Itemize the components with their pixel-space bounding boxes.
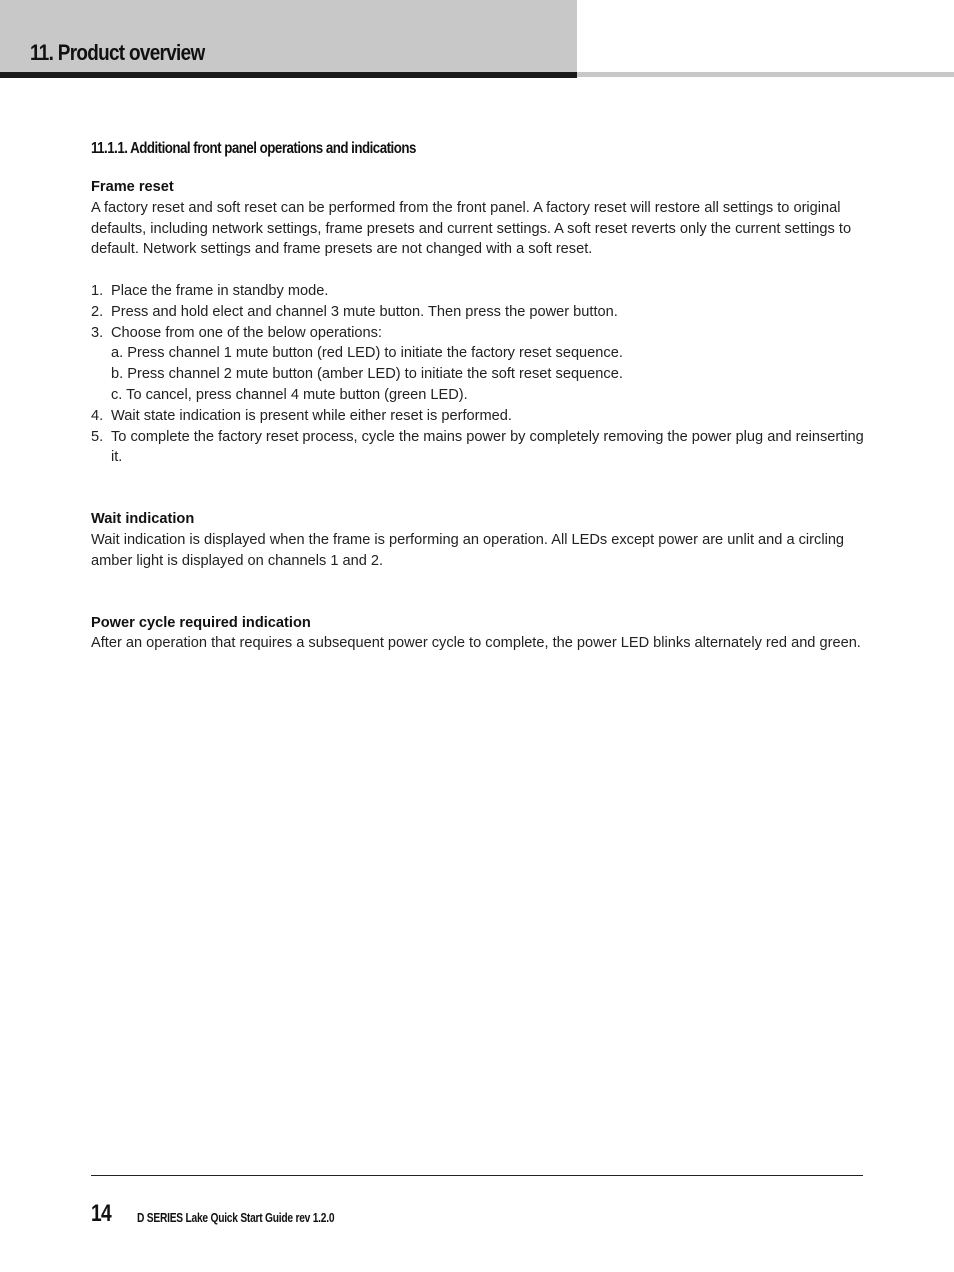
- step-text: Place the frame in standby mode.: [111, 282, 329, 299]
- chapter-title: 11. Product overview: [30, 40, 205, 65]
- wait-indication-heading: Wait indication: [91, 511, 195, 528]
- substep-item: a. Press channel 1 mute button (red LED) to initiate the factory reset sequence.: [111, 345, 623, 362]
- step-item: [91, 406, 866, 427]
- step-number: 4.: [91, 407, 104, 424]
- frame-reset-steps: [91, 281, 866, 468]
- footer-document-title: D SERIES Lake Quick Start Guide rev 1.2.0: [137, 1211, 335, 1225]
- step-number: 1.: [91, 282, 104, 299]
- step-item: [91, 281, 866, 302]
- section-spacer: [91, 572, 866, 613]
- substep-item: b. Press channel 2 mute button (amber LED) to initiate the soft reset sequence.: [111, 366, 623, 383]
- power-cycle-body: After an operation that requires a subsequent power cycle to complete, the power LED blinks alternately red and green.: [91, 635, 861, 652]
- frame-reset-body: A factory reset and soft reset can be performed from the front panel. A factory reset will restore all settings to original defaults, including network settings, frame presets and current settings. A soft reset reverts only the current settings to default. Network settings and frame presets are not changed with a soft reset.: [91, 199, 852, 258]
- frame-reset-heading: Frame reset: [91, 179, 174, 195]
- wait-indication-body: Wait indication is displayed when the frame is performing an operation. All LEDs except power are unlit and a circling amber light is displayed on channels 1 and 2.: [91, 531, 845, 569]
- page-number: 14: [91, 1200, 112, 1227]
- step-text: Press and hold elect and channel 3 mute button. Then press the power button.: [111, 303, 618, 320]
- section-spacer: [91, 468, 866, 509]
- substep-item: c. To cancel, press channel 4 mute button (green LED).: [111, 386, 468, 403]
- step-text: To complete the factory reset process, cycle the mains power by completely removing the power plug and reinserting it.: [111, 428, 864, 466]
- footer-rule: [91, 1175, 863, 1176]
- header-rule-extension: [577, 72, 954, 77]
- step-number: 2.: [91, 303, 104, 320]
- header-rule: [0, 72, 577, 78]
- step-item: [91, 427, 866, 469]
- power-cycle-heading: Power cycle required indication: [91, 614, 311, 631]
- page-content: [91, 138, 866, 654]
- step-item: [91, 302, 866, 323]
- step-number: 5.: [91, 428, 104, 445]
- substep-list: [111, 343, 866, 405]
- step-text: Choose from one of the below operations:: [111, 324, 382, 341]
- step-text: Wait state indication is present while either reset is performed.: [111, 407, 512, 424]
- step-number: 3.: [91, 324, 104, 341]
- step-item: [91, 323, 866, 406]
- section-heading: 11.1.1. Additional front panel operations and indications: [91, 140, 416, 157]
